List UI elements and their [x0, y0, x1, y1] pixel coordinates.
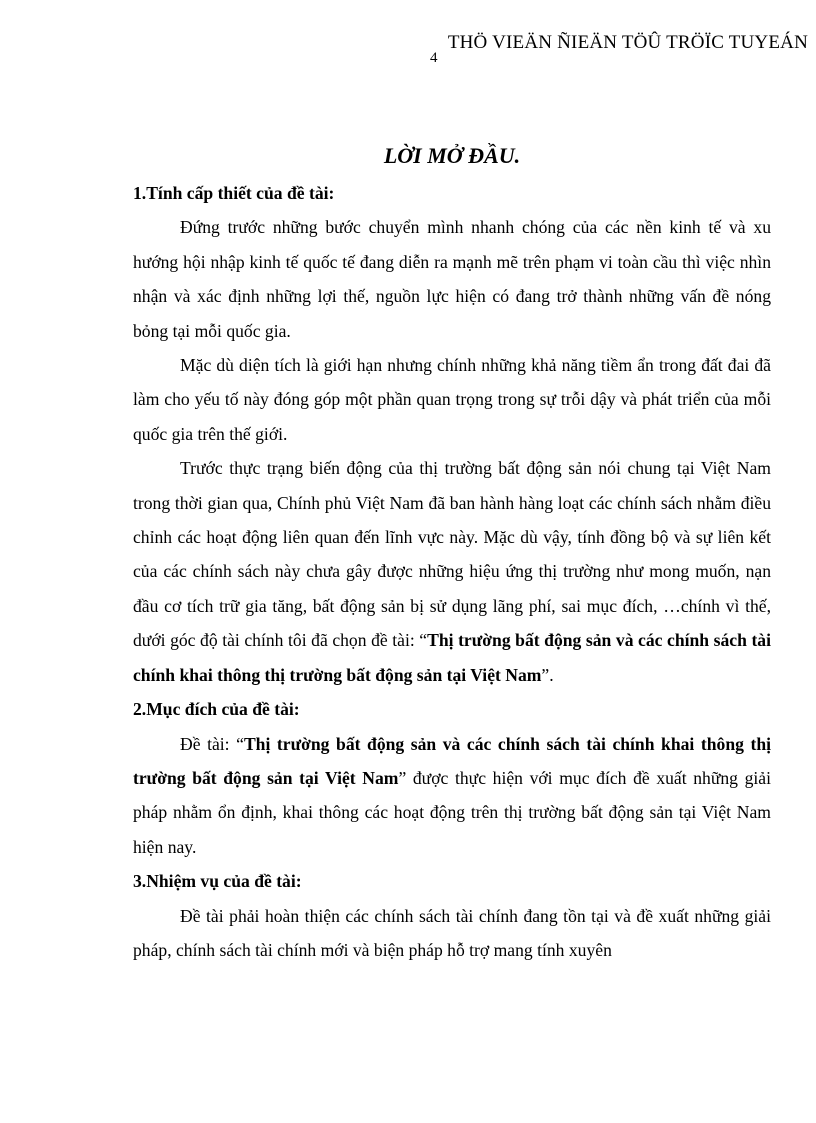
paragraph-text: ”.	[541, 664, 554, 685]
paragraph	[133, 727, 771, 865]
topic-title-bold: Thị trường bất động sản và các chính sách tài chính khai thông thị trường bất động sản tại Việt Nam	[133, 733, 772, 788]
section-heading-urgency: 1.Tính cấp thiết của đề tài:	[133, 183, 335, 203]
topic-title-bold: Thị trường bất động sản và các chính sách tài chính khai thông thị trường bất động sản tại Việt Nam	[133, 630, 771, 685]
paragraph-text: ” được thực hiện với mục đích đề xuất những giải pháp nhằm ổn định, khai thông các hoạt động trên thị trường bất động sản tại Việt Nam hiện nay.	[133, 767, 772, 857]
paragraph: Đề tài phải hoàn thiện các chính sách tài chính đang tồn tại và đề xuất những giải pháp, chính sách tài chính mới và biện pháp hỗ trợ mang tính xuyên	[133, 905, 771, 960]
paragraph-text: Trước thực trạng biến động của thị trường bất động sản nói chung tại Việt Nam trong thời gian qua, Chính phủ Việt Nam đã ban hành hàng loạt các chính sách nhằm điều chỉnh các hoạt động liên quan đến lĩnh vực này. Mặc dù vậy, tính đồng bộ và sự liên kết của các chính sách này chưa gây được những hiệu ứng thị trường như mong muốn, nạn đầu cơ tích trữ gia tăng, bất động sản bị sử dụng lãng phí, sai mục đích, …chính vì thế, dưới góc độ tài chính tôi đã chọn đề tài: “	[133, 458, 771, 651]
paragraph-text: Đề tài: “	[180, 733, 244, 754]
page-number: 4	[430, 50, 438, 66]
paragraph: Mặc dù diện tích là giới hạn nhưng chính những khả năng tiềm ẩn trong đất đai đã làm cho yếu tố này đóng góp một phần quan trọng trong sự trỗi dậy và phát triển của mỗi quốc gia trên thế giới.	[133, 355, 771, 444]
section-heading-purpose: 2.Mục đích của đề tài:	[133, 699, 300, 720]
paragraph	[133, 451, 771, 692]
paragraph: Đứng trước những bước chuyển mình nhanh chóng của các nền kinh tế và xu hướng hội nhập kinh tế quốc tế đang diễn ra mạnh mẽ trên phạm vi toàn cầu thì việc nhìn nhận và xác định những lợi thế, nguồn lực hiện có đang trở thành những vấn đề nóng bỏng tại mỗi quốc gia.	[133, 217, 771, 341]
document-title: LỜI MỞ ĐẦU.	[383, 143, 521, 168]
section-heading-tasks: 3.Nhiệm vụ của đề tài:	[133, 871, 302, 892]
document-body	[133, 138, 771, 967]
header-watermark: THÖ VIEÄN ÑIEÄN TÖÛ TRÖÏC TUYEÁN	[447, 32, 808, 53]
